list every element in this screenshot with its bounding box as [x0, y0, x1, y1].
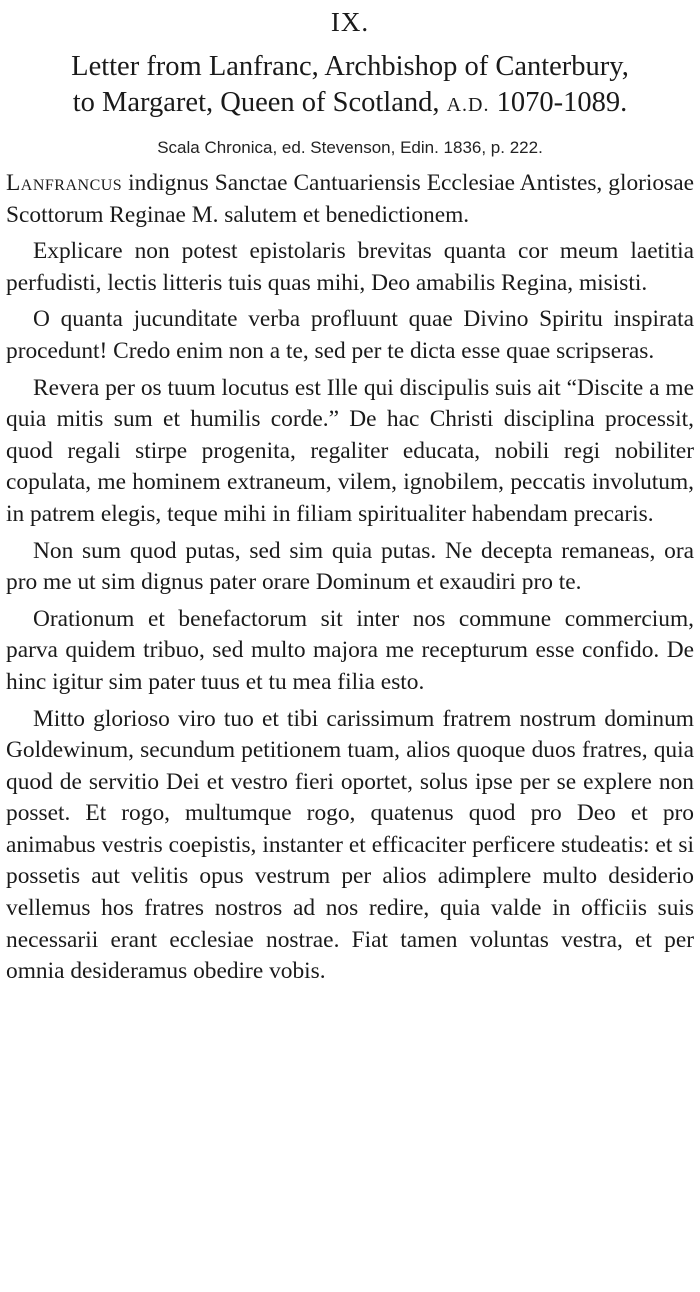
paragraph-6: Mitto glorioso viro tuo et tibi carissimum fratrem nostrum dominum Goldewinum, secundum petitionem tuam, alios quoque duos fratres, quia quod de servitio Dei et vestro fieri oportet, solus ipse per se explere non posset. Et rogo, multumque rogo, quatenus quod pro Deo et pro animabus vestris coepistis, instanter et efficaciter perficere studeatis: et si possetis aut velitis opus vestrum per alios adimplere multo desiderio vellemus hos fratres nostros ad nos redire, quia valde in officiis suis necessarii erant ecclesiae nostrae. Fiat tamen voluntas vestra, et per omnia desideramus obedire vobis. — [6, 705, 694, 985]
source-citation: Scala Chronica, ed. Stevenson, Edin. 1836, p. 222. — [157, 138, 543, 157]
paragraph-4: Non sum quod putas, sed sim quia putas. Ne decepta remaneas, ora pro me ut sim dignus pater orare Dominum et exaudiri pro te. — [6, 537, 694, 596]
title-years: 1070-1089. — [496, 87, 628, 118]
paragraph-3: Revera per os tuum locutus est Ille qui discipulis suis ait “Discite a me quia mitis sum et humilis corde.” De hac Christi disciplina processit, quod regali stirpe progenita, regaliter educata, nobili regi nobiliter copulata, me hominem extraneum, vilem, ignobilem, peccatis involutum, in patrem elegis, teque mihi in filiam spiritualiter habendam precaris. — [6, 374, 694, 527]
paragraph-1: Explicare non potest epistolaris brevitas quanta cor meum laetitia perfudisti, lectis litteris tuis quas mihi, Deo amabilis Regina, misisti. — [6, 238, 694, 296]
letter-salutation — [6, 168, 694, 231]
title-line-2 — [6, 85, 694, 123]
document-page — [6, 0, 694, 993]
lead-word: Lanfrancus — [6, 170, 123, 196]
title-era: A.D. — [446, 94, 490, 116]
letter-title — [6, 49, 694, 123]
salutation-text: indignus Sanctae Cantuariensis Ecclesiae Antistes, gloriosae Scottorum Reginae M. salutem et benedictionem. — [6, 170, 694, 228]
paragraph-5: Orationum et benefactorum sit inter nos commune commercium, parva quidem tribuo, sed multo majora me recepturum esse confido. De hinc igitur sim pater tuus et tu mea filia esto. — [6, 605, 694, 695]
title-line-2-text: to Margaret, Queen of Scotland, — [72, 87, 440, 118]
letter-body — [6, 168, 694, 988]
paragraph-2: O quanta jucunditate verba profluunt quae Divino Spiritu inspirata procedunt! Credo enim non a te, sed per te dicta esse quae scripseras. — [6, 306, 694, 364]
title-line-1: Letter from Lanfranc, Archbishop of Canterbury, — [71, 51, 629, 82]
letter-number: IX. — [330, 7, 370, 37]
